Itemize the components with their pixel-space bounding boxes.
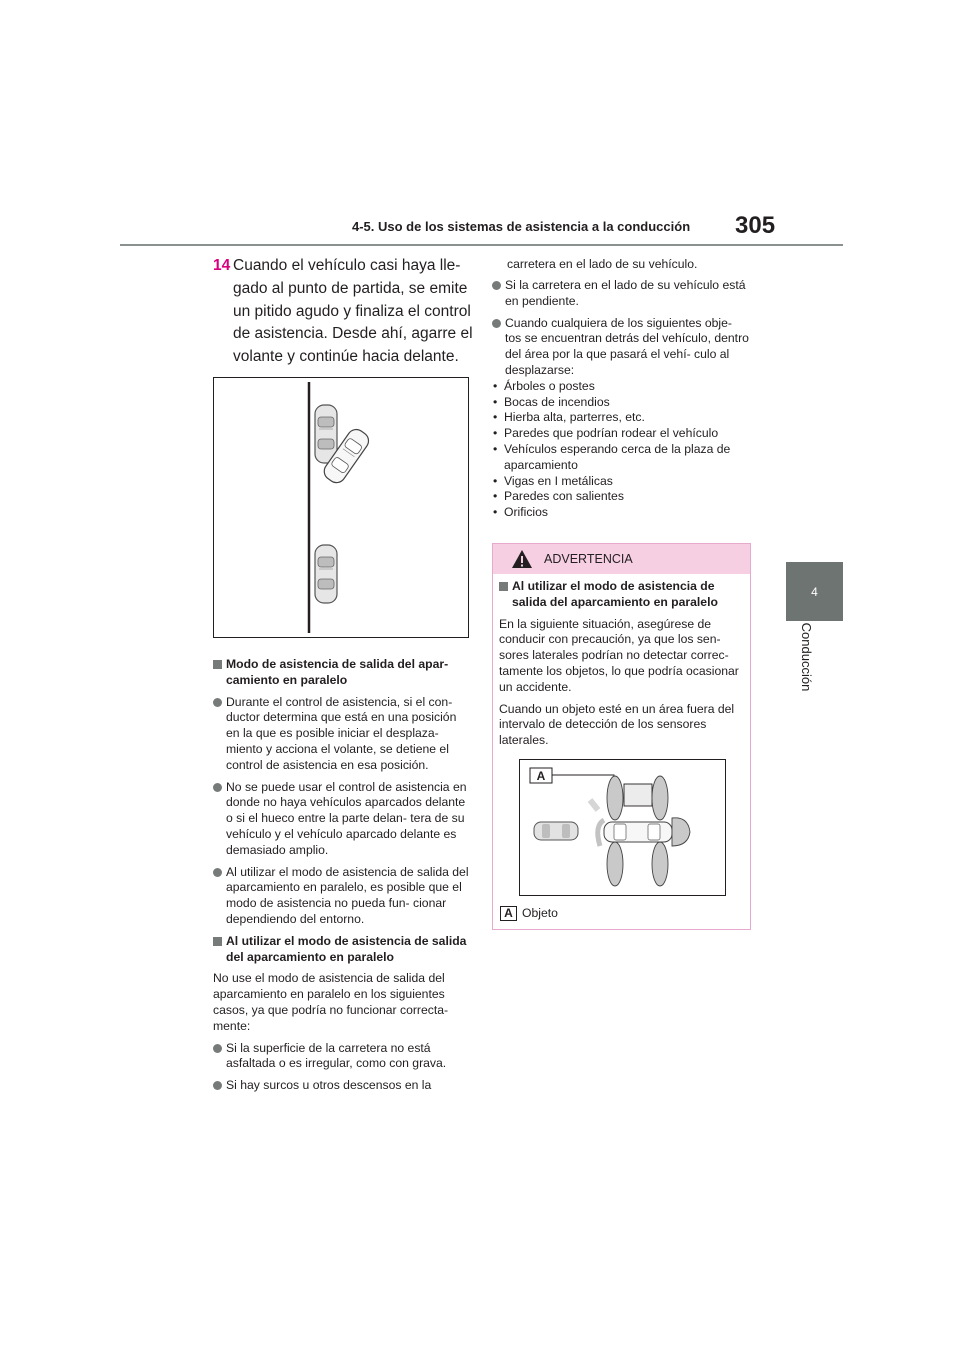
warning-triangle-icon — [511, 549, 533, 569]
sub-list-item: • Árboles o postes — [492, 379, 749, 395]
chapter-label-wrap — [789, 622, 814, 704]
warning-paragraph: Cuando un objeto esté en un área fuera del intervalo de detección de los sensores laterales. — [499, 701, 735, 748]
chapter-tab — [786, 562, 843, 621]
figure-marker-a: A — [536, 769, 546, 783]
continued-text: carretera en el lado de su vehículo. — [507, 257, 698, 271]
warning-header — [493, 544, 750, 574]
list-item: Si la superficie de la carretera no está asfaltada o es irregular, como con grava. — [213, 1041, 470, 1073]
list-item: Si hay surcos u otros descensos en la — [213, 1078, 470, 1094]
right-column — [492, 278, 749, 521]
sub-list-item: • Orificios — [492, 505, 749, 521]
step-14 — [213, 255, 475, 369]
warning-heading: Al utilizar el modo de asistencia de salida del aparcamiento en paralelo — [499, 579, 739, 611]
section-heading: Modo de asistencia de salida del apar- camiento en paralelo — [213, 657, 470, 689]
warning-body — [499, 579, 739, 755]
page-number: 305 — [735, 212, 776, 239]
list-item: No se puede usar el control de asistencia en donde no haya vehículos aparcados delante o si el hueco entre la parte delan- tera de su vehículo y el vehículo aparcado delante es demasiado amplio. — [213, 780, 470, 859]
sensor-range-diagram — [519, 759, 726, 896]
sub-list-item: • Vehículos esperando cerca de la plaza de aparcamiento — [492, 442, 749, 474]
list-item: Si la carretera en el lado de su vehículo está en pendiente. — [492, 278, 749, 310]
sensor-range-illustration — [520, 760, 725, 895]
section-heading: Al utilizar el modo de asistencia de salida del aparcamiento en paralelo — [213, 934, 470, 966]
chapter-number: 4 — [811, 584, 818, 599]
sub-list-item: • Bocas de incendios — [492, 395, 749, 411]
header-divider — [120, 244, 843, 246]
warning-title: ADVERTENCIA — [544, 552, 633, 566]
left-column — [213, 657, 470, 1100]
parking-exit-illustration — [214, 378, 468, 637]
parking-exit-diagram — [213, 377, 469, 638]
step-number: 14 — [213, 257, 231, 274]
list-item: Al utilizar el modo de asistencia de salida del aparcamiento en paralelo, es posible que el modo de asistencia no pueda fun- cionar dependiendo del entorno. — [213, 865, 470, 928]
warning-paragraph: En la siguiente situación, asegúrese de conducir con precaución, ya que los sen- sores laterales podrían no detectar correc- tamente los objetos, lo que podría ocasionar un accidente. — [499, 616, 739, 694]
legend-marker-a: A — [500, 906, 517, 921]
step-text: Cuando el vehículo casi haya lle- gado al punto de partida, se emite un pitido agudo y finaliza el control de asistencia. Desde ahí, agarre el volante y continúe hacia delante. — [233, 257, 473, 366]
section-title: 4-5. Uso de los sistemas de asistencia a la conducción — [352, 219, 691, 234]
parked-car-rear — [315, 545, 337, 603]
sub-list-item: • Paredes con salientes — [492, 489, 749, 505]
legend-text: Objeto — [522, 906, 558, 920]
sub-list-item: • Vigas en I metálicas — [492, 474, 749, 490]
paragraph: No use el modo de asistencia de salida del aparcamiento en paralelo en los siguientes casos, ya que podría no funcionar correcta- mente: — [213, 971, 449, 1033]
sub-list-item: • Paredes que podrían rodear el vehículo — [492, 426, 749, 442]
chapter-label: Conducción — [799, 622, 814, 692]
list-item: Cuando cualquiera de los siguientes obje- tos se encuentran detrás del vehículo, dentro del área por la que pasará el vehí- culo al desplazarse: — [492, 316, 749, 379]
list-item: Durante el control de asistencia, si el con- ductor determina que está en una posición en la que es posible iniciar el desplaza- miento y acciona el volante, se detiene el control de asistencia en esa posición. — [213, 695, 470, 774]
warning-box — [492, 543, 751, 930]
sub-list-item: • Hierba alta, parterres, etc. — [492, 410, 749, 426]
